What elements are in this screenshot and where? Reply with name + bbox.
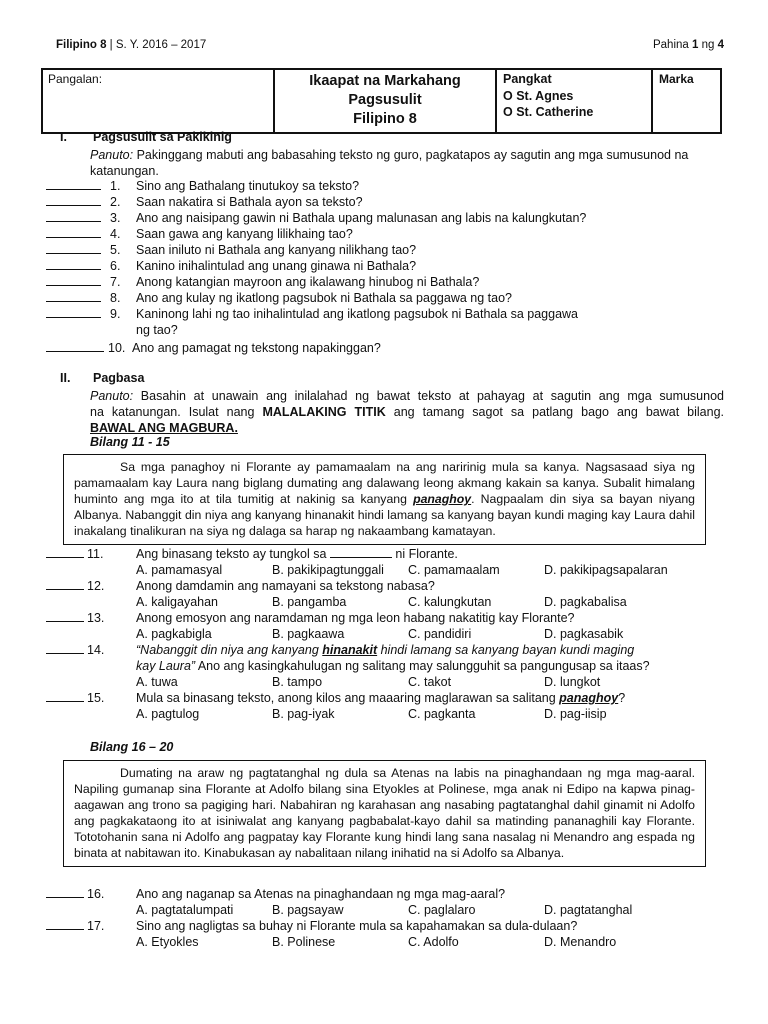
question-row xyxy=(46,546,458,562)
part1-instructions: Panuto: Pakinggang mabuti ang babasahing teksto ng guro, pagkatapos ay sagutin ang mga sumusunod na katanungan. xyxy=(90,148,689,178)
question-number: 6. xyxy=(110,259,121,273)
bilang-16-20-label: Bilang 16 – 20 xyxy=(90,740,174,754)
question-text: Ano ang naisipang gawin ni Bathala upang malunasan ang labis na kalungkutan? xyxy=(136,211,587,225)
answer-choice[interactable]: A. pagtatalumpati xyxy=(136,903,234,917)
question-number: 10. xyxy=(108,341,126,355)
answer-blank[interactable] xyxy=(46,642,84,654)
question-row xyxy=(46,274,480,290)
answer-choice[interactable]: D. pakikipagsapalaran xyxy=(544,563,668,577)
answer-choice[interactable]: A. tuwa xyxy=(136,675,178,689)
question-row xyxy=(46,242,417,258)
underlined-word-hinanakit: hinanakit xyxy=(322,643,378,657)
question-number: 3. xyxy=(110,211,121,225)
answer-blank[interactable] xyxy=(46,194,101,206)
question-row xyxy=(46,194,363,210)
reading-passage-1: Sa mga panaghoy ni Florante ay pamamaalam na ang naririnig mula sa kanya. Nagsasaad siya ng pamamaalam kay Laura nang biglang dumating ang dalawang leong akmang kakain sa kanya. Subalit himalang huminto ang mga ito at tila tumitig at nakinig sa kanyang panaghoy. Nagpaalam din siya sa bayan niyang Albanya. Nabanggit din niya ang kanyang hinanakit hindi lamang sa kanyang bayan kundi maging kay Laura dahil inakalang tinalikuran na siya ng dalaga sa harap ng nakaambang kamatayan. xyxy=(63,454,706,545)
answer-blank[interactable] xyxy=(46,210,101,222)
answer-choice[interactable]: C. kalungkutan xyxy=(408,595,492,609)
question-text: Anong damdamin ang namayani sa tekstong nabasa? xyxy=(136,579,435,593)
question-number: 8. xyxy=(110,291,121,305)
question-text: Ano ang naganap sa Atenas na pinaghandaan ng mga mag-aaral? xyxy=(136,887,506,901)
answer-blank[interactable] xyxy=(46,258,101,270)
question-number: 14. xyxy=(87,643,105,657)
question-number: 15. xyxy=(87,691,105,705)
question-number: 17. xyxy=(87,919,105,933)
answer-choice[interactable]: D. Menandro xyxy=(544,935,617,949)
question-text xyxy=(136,690,625,706)
answer-choice[interactable]: D. pagkasabik xyxy=(544,627,624,641)
question-text: Anong katangian mayroon ang ikalawang hinubog ni Bathala? xyxy=(136,275,480,289)
answer-blank[interactable] xyxy=(46,178,101,190)
question-number: 13. xyxy=(87,611,105,625)
question-text-part: ni Florante. xyxy=(391,547,458,561)
mark-label: Marka xyxy=(659,72,694,86)
answer-choice[interactable]: B. pakikipagtunggali xyxy=(272,563,384,577)
question-text: Sino ang Bathalang tinutukoy sa teksto? xyxy=(136,179,360,193)
answer-blank[interactable] xyxy=(46,306,101,318)
question-row xyxy=(46,610,575,626)
question-text-part: Ano ang kasingkahulugan ng salitang may salungguhit sa pangungusap sa itaas? xyxy=(195,659,650,673)
question-row xyxy=(46,340,381,356)
answer-blank[interactable] xyxy=(46,290,101,302)
no-erasing-note: BAWAL ANG MAGBURA. xyxy=(90,421,238,435)
answer-choice[interactable]: D. lungkot xyxy=(544,675,601,689)
answer-choice[interactable]: A. pagtulog xyxy=(136,707,200,721)
question-text: Saan nakatira si Bathala ayon sa teksto? xyxy=(136,195,363,209)
answer-choice[interactable]: B. pagsayaw xyxy=(272,903,344,917)
question-text: Kaninong lahi ng tao inihalintulad ang ikatlong pagsubok ni Bathala sa paggawa xyxy=(136,307,579,321)
question-row xyxy=(46,226,353,242)
answer-blank[interactable] xyxy=(46,340,104,352)
question-number: 4. xyxy=(110,227,121,241)
question-number: 16. xyxy=(87,887,105,901)
exam-info-table xyxy=(41,68,722,134)
question-text: Ano ang pamagat ng tekstong napakinggan? xyxy=(132,341,381,355)
answer-choice[interactable]: A. pagkabigla xyxy=(136,627,212,641)
answer-choice[interactable]: D. pag-iisip xyxy=(544,707,607,721)
answer-choice[interactable]: C. takot xyxy=(408,675,452,689)
question-row xyxy=(46,642,635,658)
question-text-part: Ang binasang teksto ay tungkol sa xyxy=(136,547,330,561)
header-subject-year xyxy=(56,39,206,51)
answer-choice[interactable]: B. Polinese xyxy=(272,935,336,949)
question-text-part: hindi lamang sa kanyang bayan kundi maging xyxy=(377,643,635,657)
inline-answer-blank[interactable] xyxy=(330,546,392,558)
exam-page: Filipino 8 | S. Y. 2016 – 2017 Pahina 1 ng 4 Pangalan: Ikaapat na Markahang Pagsusulit Filipino 8 Pangkat O St. Agnes O St. Catherine Marka I. Pagsusulit sa Pakikinig Panuto: Pakinggang mabuti ang babasahing teksto ng guro, pagkatapos ay sagutin ang mga sumusunod na katanungan. 1. Sino ang Bathalang tinutukoy sa teksto? 2. Saan nakatira si Bathala ayon sa teksto? 3. Ano ang naisipang gawin ni Bathala upang malunasan ang labis na kalungkutan? 4. Saan gawa ang kanyang lilikhaing tao? 5. Saan iniluto ni Bathala ang kanyang nilikhang tao? 6. Kanino inihalintulad ang unang ginawa ni Bathala? 7. Anong katangian mayroon ang ikalawang hinubog ni Bathala? 8. Ano ang kulay ng ikatlong pagsubok ni Bathala sa paggawa ng tao? 9. Kaninong lahi ng tao inihalintulad ang ikatlong pagsubok ni Bathala sa paggawa ng tao? 10. Ano ang pamagat ng tekstong napakinggan? II. Pagbasa Panuto: Basahin at unawain ang inilalahad ng bawat teksto at pahayag at sagutin ang mga sumusunod na katanungan. Isulat nang MALALAKING TITIK ang tamang sagot sa patlang bago ang bawat bilang. BAWAL ANG MAGBURA. Bilang 11 - 15 Sa mga panaghoy ni Florante ay pamamaalam na ang naririnig mula sa kanya. Nagsasaad siya ng pamamaalam kay Laura nang biglang dumating ang dalawang leong akmang kakain sa kanya. Subalit himalang huminto ang mga ito at tila tumitig at nakinig sa kanyang panaghoy. Nagpaalam din siya sa bayan niyang Albanya. Nabanggit din niya ang kanyang hinanakit hindi lamang sa kanyang bayan kundi maging kay Laura dahil inakalang tinalikuran na siya ng dalaga sa harap ng nakaambang kamatayan. 11. Ang binasang teksto ay tungkol sa ni Florante. A. pamamasyal B. pakikipagtunggali C. pamamaalam D. pakikipagsapalaran 12. Anong damdamin ang namayani sa tekstong nabasa? A. kaligayahan B. pangamba C. kalungkutan D. pagkabalisa 13. Anong emosyon ang naramdaman ng mga leon habang nakatitig kay Florante? A. pagkabigla B. pagkaawa C. pandidiri D. pagkasabik 14. “Nabanggit din niya ang kanyang hinanakit hindi lamang sa kanyang bayan kundi maging kay Laura” Ano ang kasingkahulugan ng salitang may salungguhit sa pangungusap sa itaas? A. tuwa B. tampo C. takot D. lungkot 15. Mula sa binasang teksto, anong kilos ang maaaring maglarawan sa salitang panaghoy? A. pagtulog B. pag-iyak C. pagkanta D. pag-iisip Bilang 16 – 20 Dumating na araw ng pagtatanghal ng dula sa Atenas na labis na pinaghandaan ng mga mag-aaral. Napiling gumanap sina Florante at Adolfo bilang sina Etyokles at Polinese, mga anak ni Edipo na kapwa pinag-aagawan ang trono sa pagiging hari. Nabahiran ng karahasan ang nasabing pagtatanghal dahil ginamit ni Adolfo ang pagkakataong ito at isiniwalat ang kanyang pagbabalat-kayo dahil sa matinding pananaghili kay Florante. Tototohanin sana ni Adolfo ang pagpatay kay Florante kung hindi lang sana nasalag ni Menandro ang espada ng binata at nabitawan ito. Kinabukasan ay nabalitaan nilang inihatid na si Adolfo sa Albanya. 16. Ano ang naganap sa Atenas na pinaghandaan ng mga mag-aaral? A. pagtatalumpati B. pagsayaw C. paglalaro D. pagtatanghal 17. Sino ang nagligtas sa buhay ni Florante mula sa kapahamakan sa dula-dulaan? A. Etyokles B. Polinese C. Adolfo D. Menandro xyxy=(0,0,768,1024)
section-option-catherine[interactable]: O St. Catherine xyxy=(503,105,594,119)
question-number: 9. xyxy=(110,307,121,321)
answer-choice[interactable]: A. kaligayahan xyxy=(136,595,219,609)
answer-choice[interactable]: B. tampo xyxy=(272,675,323,689)
question-number: 7. xyxy=(110,275,121,289)
answer-choice[interactable]: B. pag-iyak xyxy=(272,707,335,721)
section-label: Pangkat xyxy=(503,72,552,86)
answer-choice[interactable]: C. paglalaro xyxy=(408,903,476,917)
part2-instructions: Panuto: Basahin at unawain ang inilalahad ng bawat teksto at pahayag at sagutin ang mga sumusunod na katanungan. Isulat nang MALALAKING TITIK ang tamang sagot sa patlang bago ang bawat bilang. BAWAL ANG MAGBURA. xyxy=(90,389,725,435)
question-text: Ano ang kulay ng ikatlong pagsubok ni Bathala sa paggawa ng tao? xyxy=(136,291,512,305)
question-row xyxy=(46,258,417,274)
answer-blank[interactable] xyxy=(46,690,84,702)
question-row xyxy=(46,210,587,226)
answer-choice[interactable]: C. Adolfo xyxy=(408,935,459,949)
answer-blank[interactable] xyxy=(46,578,84,590)
question-text xyxy=(136,642,634,658)
question-row xyxy=(46,306,579,337)
header-subject: Filipino 8 xyxy=(56,39,107,51)
question-row xyxy=(46,886,506,902)
question-text-continued xyxy=(136,658,650,674)
exam-title: Ikaapat na Markahang Pagsusulit Filipino 8 xyxy=(274,69,496,133)
question-text: Saan iniluto ni Bathala ang kanyang nilikhang tao? xyxy=(136,243,417,257)
question-text-part: kay Laura” xyxy=(136,659,196,673)
name-label: Pangalan: xyxy=(48,72,103,86)
question-row xyxy=(46,918,578,934)
question-text-part: Mula sa binasang teksto, anong kilos ang maaaring maglarawan sa salitang xyxy=(136,691,560,705)
question-row xyxy=(46,290,512,306)
question-number: 11. xyxy=(87,547,104,561)
question-number: 1. xyxy=(110,179,121,193)
answer-blank[interactable] xyxy=(46,546,84,558)
answer-choice[interactable]: C. pagkanta xyxy=(408,707,476,721)
question-text: Kanino inihalintulad ang unang ginawa ni Bathala? xyxy=(136,259,417,273)
question-number: 12. xyxy=(87,579,105,593)
answer-blank[interactable] xyxy=(46,274,101,286)
question-row xyxy=(46,178,360,194)
question-number: 2. xyxy=(110,195,121,209)
answer-choice[interactable]: B. pangamba xyxy=(272,595,347,609)
answer-choice[interactable]: A. Etyokles xyxy=(136,935,199,949)
section-option-agnes[interactable]: O St. Agnes xyxy=(503,88,574,103)
question-text: Saan gawa ang kanyang lilikhaing tao? xyxy=(136,227,353,241)
section-cell xyxy=(496,69,652,133)
answer-blank[interactable] xyxy=(46,918,84,930)
question-text xyxy=(136,546,458,562)
answer-choice[interactable]: A. pamamasyal xyxy=(136,563,223,577)
answer-blank[interactable] xyxy=(46,242,101,254)
mark-cell xyxy=(652,69,721,133)
question-text-part: ? xyxy=(618,691,626,705)
reading-passage-2: Dumating na araw ng pagtatanghal ng dula sa Atenas na labis na pinaghandaan ng mga mag-aaral. Napiling gumanap sina Florante at Adolfo bilang sina Etyokles at Polinese, mga anak ni Edipo na kapwa pinag-aagawan ang trono sa pagiging hari. Nabahiran ng karahasan ang nasabing pagtatanghal dahil ginamit ni Adolfo ang pagkakataong ito at isiniwalat ang kanyang pagbabalat-kayo dahil sa matinding pananaghili kay Florante. Tototohanin sana ni Adolfo ang pagpatay kay Florante kung hindi lang sana nasalag ni Menandro ang espada ng binata at nabitawan ito. Kinabukasan ay nabalitaan nilang inihatid na si Adolfo sa Albanya. xyxy=(63,760,706,867)
name-cell[interactable] xyxy=(42,69,274,133)
question-row xyxy=(46,690,626,706)
answer-blank[interactable] xyxy=(46,610,84,622)
answer-choice[interactable]: D. pagtatanghal xyxy=(544,903,633,917)
bilang-11-15-label: Bilang 11 - 15 xyxy=(90,435,170,449)
answer-blank[interactable] xyxy=(46,886,84,898)
answer-choice[interactable]: C. pandidiri xyxy=(408,627,472,641)
answer-choice[interactable]: B. pagkaawa xyxy=(272,627,345,641)
answer-choice[interactable]: D. pagkabalisa xyxy=(544,595,627,609)
header-page-number: Pahina 1 ng 4 xyxy=(652,39,724,51)
question-text-continued: ng tao? xyxy=(136,323,178,337)
underlined-word-panaghoy: panaghoy xyxy=(413,492,472,506)
question-text: Sino ang nagligtas sa buhay ni Florante mula sa kapahamakan sa dula-dulaan? xyxy=(136,919,578,933)
question-row xyxy=(46,578,435,594)
underlined-word-panaghoy: panaghoy xyxy=(559,691,619,705)
answer-blank[interactable] xyxy=(46,226,101,238)
question-number: 5. xyxy=(110,243,121,257)
question-text: Anong emosyon ang naramdaman ng mga leon habang nakatitig kay Florante? xyxy=(136,611,575,625)
answer-choice[interactable]: C. pamamaalam xyxy=(408,563,500,577)
header-year: | S. Y. 2016 – 2017 xyxy=(106,39,207,51)
question-text-part: “Nabanggit din niya ang kanyang xyxy=(136,643,323,657)
